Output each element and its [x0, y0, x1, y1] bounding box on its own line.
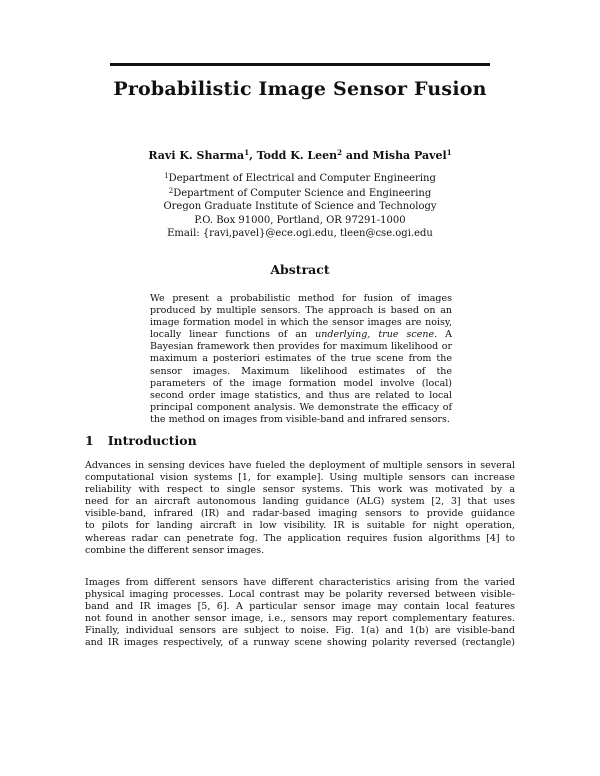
affil-text: Department of Electrical and Computer Engineering [168, 173, 436, 184]
text-line: physical imaging processes. Local contrast may be polarity reversed between visible- [85, 589, 515, 601]
author-affil-mark: 1 [244, 148, 250, 157]
text-line: combine the different sensor images. [85, 544, 265, 556]
author-name: Todd K. Leen [256, 149, 338, 162]
institute: Oregon Graduate Institute of Science and Technology [163, 201, 437, 213]
paper-title: Probabilistic Image Sensor Fusion [113, 78, 487, 100]
author-separator: , [249, 149, 257, 162]
affiliations [0, 170, 600, 240]
text-line: Finally, individual sensors are subject to noise. Fig. 1(a) and 1(b) are visible-band [85, 625, 515, 637]
abstract-text [150, 293, 452, 426]
affil-text: Department of Computer Science and Engineering [173, 188, 432, 200]
intro-paragraph-2 [85, 577, 515, 650]
author-list [0, 148, 600, 162]
author-separator: and [342, 149, 373, 162]
abstract-emphasis: underlying, true scene [315, 329, 435, 341]
text-line: band and IR images [5, 6]. A particular sensor image may contain local features [85, 601, 515, 613]
section-number: 1 [85, 433, 94, 448]
text-line: Images from different sensors have different characteristics arising from the varied [85, 577, 515, 588]
email: Email: {ravi,pavel}@ece.ogi.edu, tleen@cse.ogi.edu [167, 227, 433, 239]
author-name: Ravi K. Sharma [148, 149, 245, 162]
author-affil-mark: 1 [446, 148, 452, 157]
intro-paragraph-1 [85, 460, 515, 557]
text-line: whereas radar can penetrate fog. The application requires fusion algorithms [4] to [85, 532, 515, 544]
text-line: Advances in sensing devices have fueled the deployment of multiple sensors in several [85, 460, 515, 471]
affil-mark: 2 [168, 187, 174, 196]
section-heading-introduction [85, 433, 197, 448]
abstract-text-part: . A Bayesian framework then provides for maximum likelihood or maximum a posteriori estimates of the true scene from the sensor images. Maximum likelihood estimates of the parameters of the image formation model involve (local) second order image statistics, and thus are related to local principal component analysis. We demonstrate the efficacy of the method on images from visible-band and infrared sensors. [150, 329, 453, 425]
affiliation-1 [0, 170, 600, 185]
abstract-heading: Abstract [270, 262, 330, 277]
title-rule [110, 63, 490, 66]
text-line: need for an aircraft autonomous landing guidance (ALG) system [2, 3] that uses [85, 496, 515, 508]
abstract-text-part: We present a probabilistic method for fusion of images produced by multiple sensors. The approach is based on an image formation model in which the sensor images are noisy, locally linear functions of an [150, 293, 452, 341]
text-line: visible-band, infrared (IR) and radar-based imaging sensors to provide guidance [85, 508, 515, 520]
affiliation-2 [0, 185, 600, 200]
text-line: not found in another sensor image, i.e., sensors may report complementary features. [85, 613, 515, 625]
author-affil-mark: 2 [337, 148, 343, 157]
text-line: and IR images respectively, of a runway scene showing polarity reversed (rectangle) [85, 637, 515, 649]
author-name: Misha Pavel [372, 149, 447, 162]
address: P.O. Box 91000, Portland, OR 97291-1000 [194, 214, 406, 226]
text-line: computational vision systems [1, for example]. Using multiple sensors can increase [85, 472, 515, 484]
affil-mark: 1 [164, 172, 169, 180]
text-line: to pilots for landing aircraft in low visibility. IR is suitable for night operation, [85, 520, 515, 532]
section-title: Introduction [107, 433, 197, 448]
text-line: reliability with respect to single sensor systems. This work was motivated by a [85, 484, 515, 496]
